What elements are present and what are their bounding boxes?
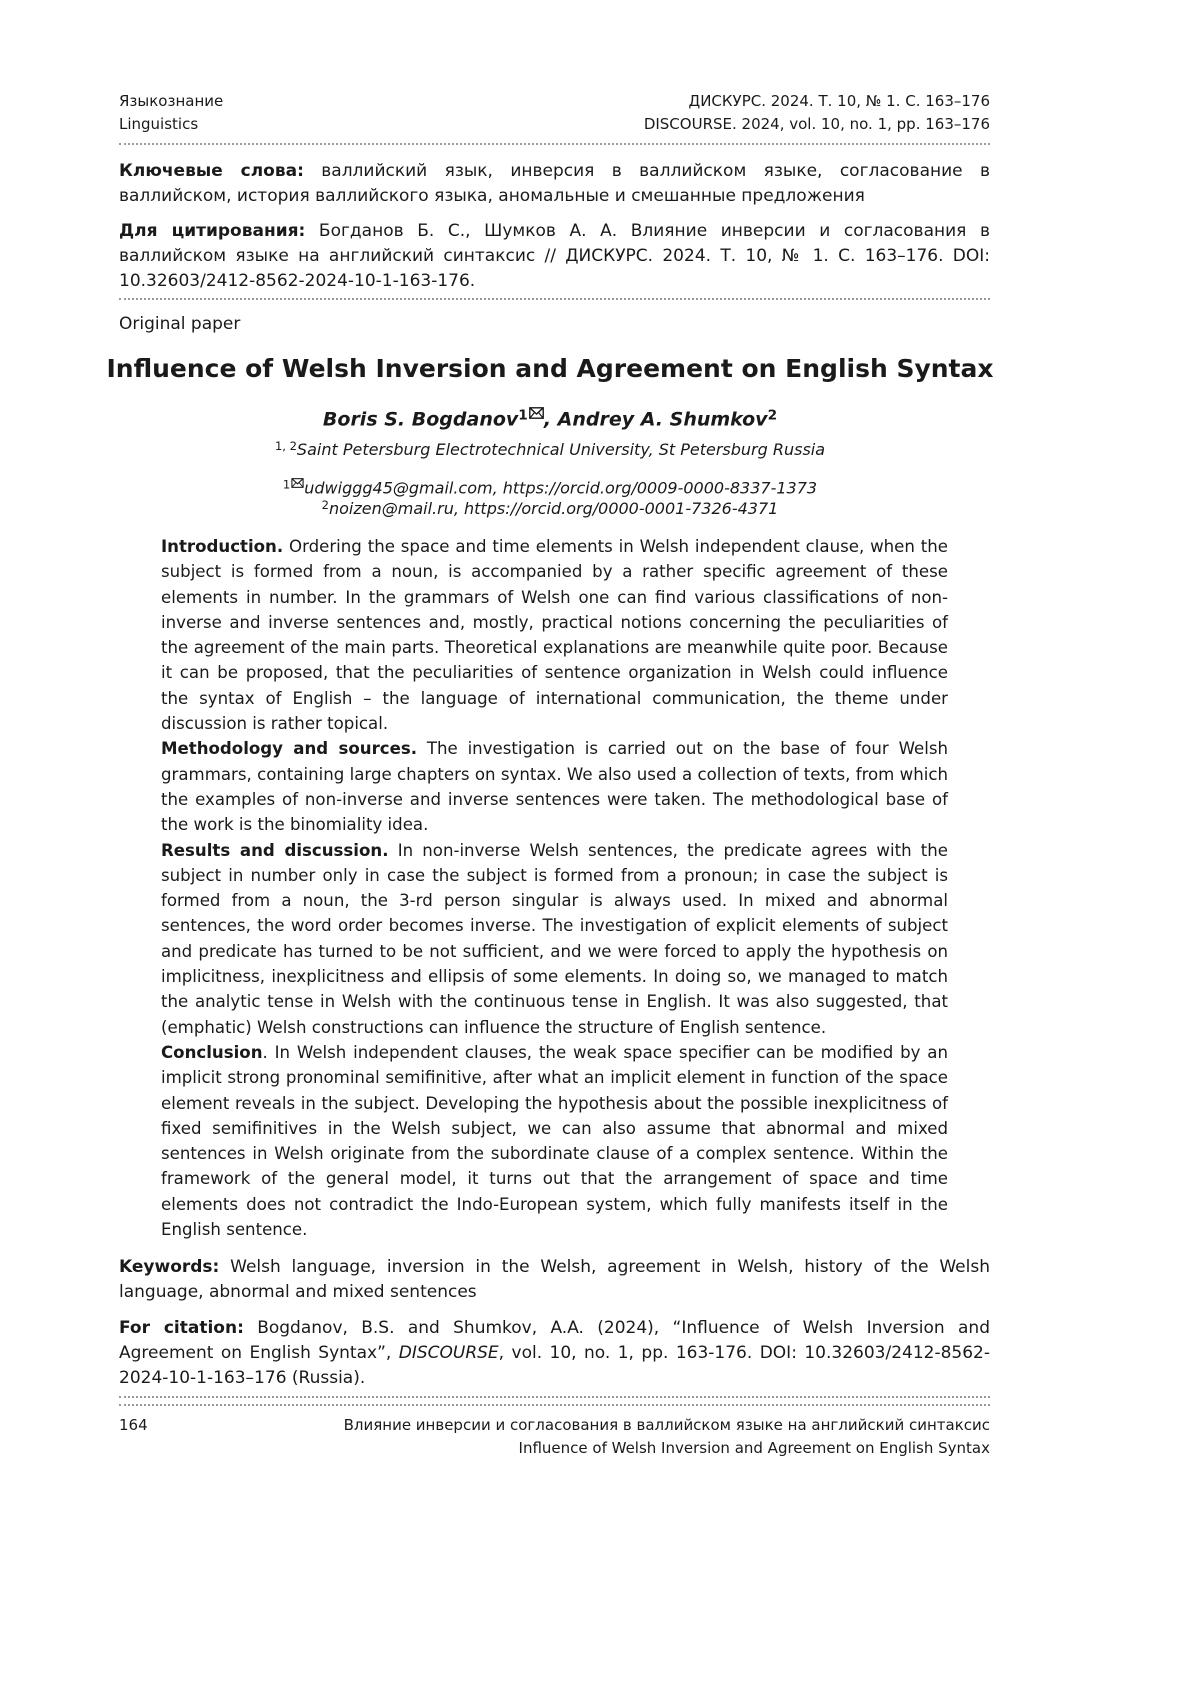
abstract-results — [161, 838, 948, 1040]
section-label-en: Linguistics — [119, 115, 199, 133]
page-number: 164 — [119, 1416, 148, 1434]
journal-info-ru: ДИСКУРС. 2024. Т. 10, № 1. С. 163–176 — [688, 92, 990, 110]
envelope-icon — [291, 471, 304, 495]
affiliation-text: Saint Petersburg Electrotechnical University, St Petersburg Russia — [296, 440, 826, 459]
section-label-ru: Языкознание — [119, 92, 224, 110]
abstract-introduction — [161, 534, 948, 736]
citation-en — [119, 1316, 990, 1391]
keywords-en-label: Keywords: — [119, 1257, 220, 1277]
section-text: . In Welsh independent clauses, the weak space specifier can be modified by an implicit strong pronominal semifinitive, after what an implicit element in function of the space element reveals in the subject. Developing the hypothesis about the possible inexplicitness of fixed semifinitives in the Welsh subject, we can also assume that abnormal and mixed sentences in Welsh originate from the subordinate clause of a complex sentence. Within the framework of the general model, it turns out that the arrangement of space and time elements does not contradict the Indo-European system, which fully manifests itself in the English sentence. — [161, 1042, 948, 1240]
keywords-ru — [119, 159, 990, 209]
section-label: Methodology and sources. — [161, 739, 418, 759]
affiliation — [0, 438, 1100, 462]
citation-journal: DISCOURSE — [398, 1343, 499, 1363]
abstract — [161, 534, 948, 1242]
citation-en-text: Bogdanov, B.S. and Shumkov, A.A. (2024), “Influence of Welsh Inversion and Agreement on English Syntax”, — [119, 1318, 990, 1363]
header-divider — [119, 143, 990, 145]
author-contact — [0, 497, 1100, 521]
article-type: Original paper — [119, 314, 241, 334]
running-header — [119, 90, 990, 138]
english-metadata — [119, 1255, 990, 1402]
keywords-ru-text: валлийский язык, инверсия в валлийском языке, согласование в валлийском, история валлийского языка, аномальные и смешанные предложения — [119, 161, 991, 206]
citation-en-label: For citation: — [119, 1318, 244, 1338]
envelope-icon — [529, 399, 544, 427]
contact-text: noizen@mail.ru, https://orcid.org/0000-0001-7326-4371 — [329, 499, 779, 518]
contact-mark: 1 — [282, 477, 291, 492]
section-label: Results and discussion. — [161, 840, 389, 860]
keywords-en — [119, 1255, 990, 1305]
contact-text: udwiggg45@gmail.com, https://orcid.org/0009-0000-8337-1373 — [304, 478, 818, 498]
section-text: Ordering the space and time elements in Welsh independent clause, when the subject is formed from a noun, is accompanied by a rather specific agreement of these elements in number. In the grammars of Welsh one can find various classifications of non-inverse and inverse sentences and, mostly, practical notions concerning the peculiarities of the agreement of the main parts. Theoretical explanations are meanwhile quite poor. Because it can be proposed, that the peculiarities of sentence organization in Welsh could influence the syntax of English – the language of international communication, the theme under discussion is rather topical. — [161, 537, 948, 734]
journal-info-en: DISCOURSE. 2024, vol. 10, no. 1, pp. 163–176 — [643, 115, 990, 133]
section-text: The investigation is carried out on the base of four Welsh grammars, containing large chapters on syntax. We also used a collection of texts, from which the examples of non-inverse and inverse sentences were taken. The methodological base of the work is the binomiality idea. — [161, 739, 948, 835]
section-label: Conclusion — [161, 1042, 263, 1062]
keywords-ru-label: Ключевые слова: — [119, 161, 304, 181]
footer-title-en: Influence of Welsh Inversion and Agreement on English Syntax — [518, 1439, 990, 1457]
affiliation-mark: 1, 2 — [274, 438, 297, 453]
keywords-en-text: Welsh language, inversion in the Welsh, agreement in Welsh, history of the Welsh language, abnormal and mixed sentences — [119, 1257, 990, 1302]
footer-divider-top — [119, 1396, 990, 1398]
abstract-conclusion — [161, 1040, 948, 1242]
citation-ru — [119, 219, 990, 294]
author-name: Andrey A. Shumkov — [557, 408, 768, 431]
contact-mark: 2 — [321, 497, 329, 512]
russian-metadata — [119, 159, 990, 304]
author-separator: , — [543, 408, 558, 431]
footer-divider-bottom — [119, 1404, 990, 1406]
metadata-divider — [119, 298, 990, 300]
citation-en-text: , vol. 10, no. 1, pp. 163-176. DOI: 10.32603/2412-8562-2024-10-1-163–176 (Russia). — [119, 1343, 991, 1388]
article-title: Influence of Welsh Inversion and Agreement on English Syntax — [106, 354, 994, 383]
footer-titles — [344, 1414, 990, 1460]
footer-title-ru: Влияние инверсии и согласования в валлийском языке на английский синтаксис — [343, 1416, 990, 1434]
section-text: In non-inverse Welsh sentences, the predicate agrees with the subject in number only in case the subject is formed from a pronoun; in case the subject is formed from a noun, the 3-rd person singular is always used. In mixed and abnormal sentences, the word order becomes inverse. The investigation of explicit elements of subject and predicate has turned to be not sufficient, and we were forced to apply the hypothesis on implicitness, inexplicitness and ellipsis of some elements. In doing so, we managed to match the analytic tense in Welsh with the continuous tense in English. It was also suggested, that (emphatic) Welsh constructions can influence the structure of English sentence. — [161, 840, 948, 1037]
section-label: Introduction. — [161, 537, 284, 556]
author-name: Boris S. Bogdanov — [322, 408, 519, 431]
citation-ru-text: Богданов Б. С., Шумков А. А. Влияние инверсии и согласования в валлийском языке на английский синтаксис // ДИСКУРС. 2024. Т. 10, № 1. С. 163–176. DOI: 10.32603/2412-8562-2024-10-1-163-176. — [119, 221, 990, 291]
authors — [0, 399, 1100, 434]
author-affiliation-mark: 2 — [767, 407, 778, 424]
author-affiliation-mark: 1 — [518, 407, 528, 424]
citation-ru-label: Для цитирования: — [119, 221, 306, 241]
abstract-methodology — [161, 736, 948, 837]
